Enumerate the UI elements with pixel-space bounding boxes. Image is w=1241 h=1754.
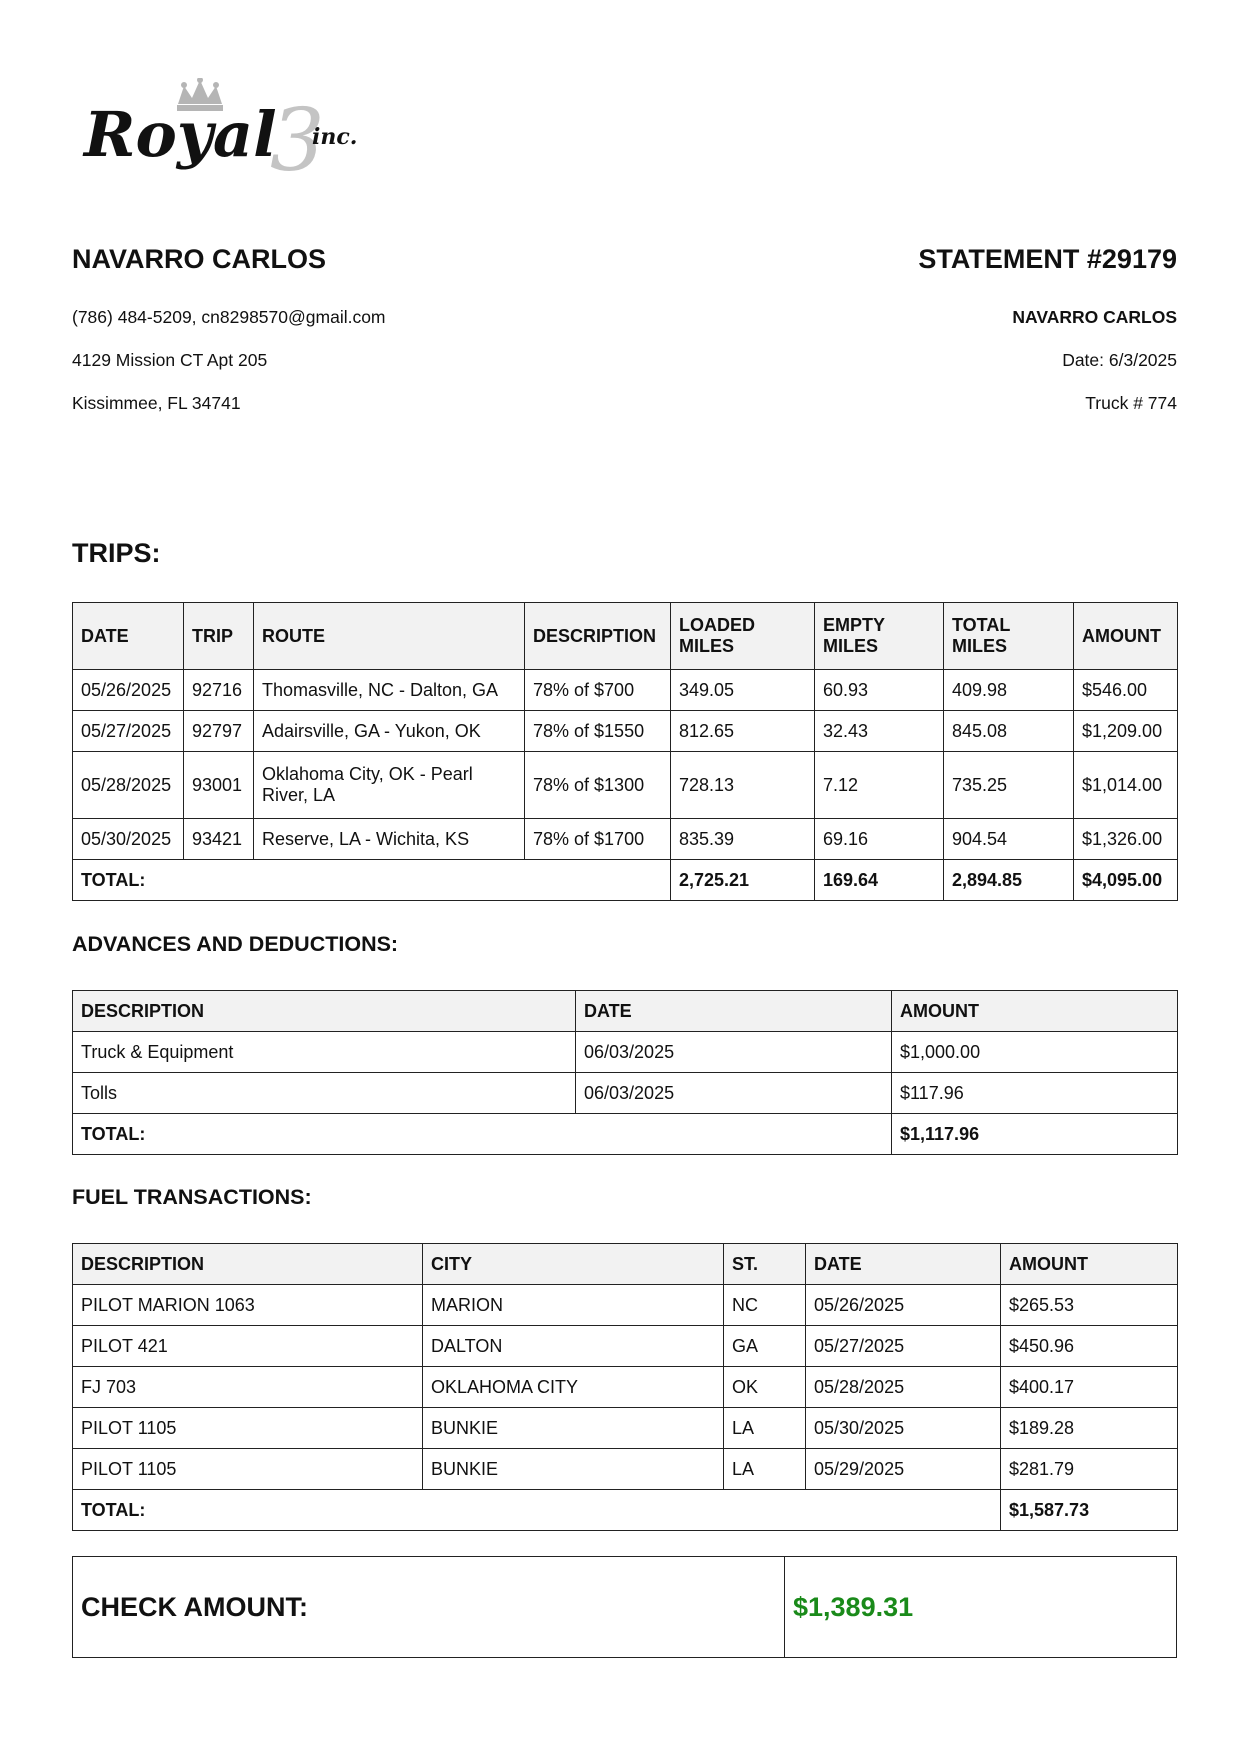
trip-number: 92716: [184, 670, 254, 711]
trips-total-amount: $4,095.00: [1074, 860, 1178, 901]
trips-total-loaded: 2,725.21: [671, 860, 815, 901]
check-amount-label: CHECK AMOUNT:: [73, 1557, 785, 1657]
advances-total-label: TOTAL:: [73, 1114, 892, 1155]
fuel-description: PILOT 1105: [73, 1449, 423, 1490]
table-row: [73, 1408, 1178, 1449]
trip-date: 05/26/2025: [73, 670, 184, 711]
col-amount: AMOUNT: [892, 991, 1178, 1032]
statement-date: Date: 6/3/2025: [1062, 350, 1177, 370]
trips-total-miles: 2,894.85: [944, 860, 1074, 901]
fuel-table: [72, 1243, 1178, 1531]
statement-info: [617, 244, 1177, 413]
driver-address-line2: Kissimmee, FL 34741: [72, 393, 241, 413]
driver-contact: (786) 484-5209, cn8298570@gmail.com: [72, 307, 386, 327]
trip-total-miles: 904.54: [944, 819, 1074, 860]
trip-empty-miles: 32.43: [815, 711, 944, 752]
fuel-state: LA: [724, 1408, 806, 1449]
trip-empty-miles: 69.16: [815, 819, 944, 860]
fuel-title: FUEL TRANSACTIONS:: [72, 1185, 312, 1209]
advances-header-row: [73, 991, 1178, 1032]
statement-title: STATEMENT #29179: [918, 244, 1177, 274]
trip-route: Adairsville, GA - Yukon, OK: [254, 711, 525, 752]
logo-suffix: inc.: [312, 124, 358, 150]
trips-total-row: [73, 860, 1178, 901]
advance-date: 06/03/2025: [576, 1073, 892, 1114]
trip-route: Thomasville, NC - Dalton, GA: [254, 670, 525, 711]
fuel-header-row: [73, 1244, 1178, 1285]
trip-route: Oklahoma City, OK - Pearl River, LA: [254, 752, 525, 819]
fuel-total-row: [73, 1490, 1178, 1531]
trip-number: 93421: [184, 819, 254, 860]
trip-description: 78% of $700: [525, 670, 671, 711]
trip-amount: $1,014.00: [1074, 752, 1178, 819]
driver-info: [72, 244, 632, 413]
fuel-description: PILOT 1105: [73, 1408, 423, 1449]
fuel-total-amount: $1,587.73: [1001, 1490, 1178, 1531]
fuel-amount: $265.53: [1001, 1285, 1178, 1326]
col-loaded-miles: LOADED MILES: [671, 603, 815, 670]
col-trip: TRIP: [184, 603, 254, 670]
trip-loaded-miles: 812.65: [671, 711, 815, 752]
fuel-description: PILOT MARION 1063: [73, 1285, 423, 1326]
advance-date: 06/03/2025: [576, 1032, 892, 1073]
fuel-amount: $400.17: [1001, 1367, 1178, 1408]
trip-empty-miles: 7.12: [815, 752, 944, 819]
col-amount: AMOUNT: [1001, 1244, 1178, 1285]
trips-header-row: [73, 603, 1178, 670]
check-amount-box: [72, 1556, 1177, 1658]
fuel-date: 05/29/2025: [806, 1449, 1001, 1490]
fuel-city: OKLAHOMA CITY: [423, 1367, 724, 1408]
advance-amount: $1,000.00: [892, 1032, 1178, 1073]
table-row: [73, 819, 1178, 860]
col-amount: AMOUNT: [1074, 603, 1178, 670]
trip-number: 93001: [184, 752, 254, 819]
fuel-city: DALTON: [423, 1326, 724, 1367]
col-description: DESCRIPTION: [525, 603, 671, 670]
trip-loaded-miles: 349.05: [671, 670, 815, 711]
driver-address-line1: 4129 Mission CT Apt 205: [72, 350, 268, 370]
fuel-city: MARION: [423, 1285, 724, 1326]
col-empty-miles: EMPTY MILES: [815, 603, 944, 670]
table-row: [73, 1073, 1178, 1114]
advances-title: ADVANCES AND DEDUCTIONS:: [72, 932, 399, 956]
trip-date: 05/30/2025: [73, 819, 184, 860]
trips-title: TRIPS:: [72, 538, 161, 568]
trip-total-miles: 845.08: [944, 711, 1074, 752]
table-row: [73, 1285, 1178, 1326]
fuel-amount: $281.79: [1001, 1449, 1178, 1490]
statement-name: NAVARRO CARLOS: [1012, 307, 1177, 327]
fuel-description: FJ 703: [73, 1367, 423, 1408]
table-row: [73, 1326, 1178, 1367]
fuel-amount: $189.28: [1001, 1408, 1178, 1449]
trip-empty-miles: 60.93: [815, 670, 944, 711]
trip-amount: $1,326.00: [1074, 819, 1178, 860]
table-row: [73, 1367, 1178, 1408]
trips-table: [72, 602, 1178, 901]
advances-total-row: [73, 1114, 1178, 1155]
trip-total-miles: 735.25: [944, 752, 1074, 819]
fuel-date: 05/30/2025: [806, 1408, 1001, 1449]
col-description: DESCRIPTION: [73, 991, 576, 1032]
trip-date: 05/27/2025: [73, 711, 184, 752]
fuel-state: OK: [724, 1367, 806, 1408]
table-row: [73, 711, 1178, 752]
table-row: [73, 1032, 1178, 1073]
trip-loaded-miles: 835.39: [671, 819, 815, 860]
trip-amount: $546.00: [1074, 670, 1178, 711]
fuel-state: LA: [724, 1449, 806, 1490]
fuel-city: BUNKIE: [423, 1408, 724, 1449]
company-logo: [80, 78, 400, 190]
col-city: CITY: [423, 1244, 724, 1285]
trip-description: 78% of $1300: [525, 752, 671, 819]
col-total-miles: TOTAL MILES: [944, 603, 1074, 670]
fuel-total-label: TOTAL:: [73, 1490, 1001, 1531]
fuel-date: 05/26/2025: [806, 1285, 1001, 1326]
col-date: DATE: [806, 1244, 1001, 1285]
col-route: ROUTE: [254, 603, 525, 670]
col-description: DESCRIPTION: [73, 1244, 423, 1285]
table-row: [73, 1449, 1178, 1490]
fuel-city: BUNKIE: [423, 1449, 724, 1490]
trip-number: 92797: [184, 711, 254, 752]
logo-numeral: 3: [270, 91, 325, 190]
advance-description: Truck & Equipment: [73, 1032, 576, 1073]
logo-wordmark: Royal: [84, 98, 277, 171]
fuel-date: 05/27/2025: [806, 1326, 1001, 1367]
table-row: [73, 752, 1178, 819]
trip-description: 78% of $1700: [525, 819, 671, 860]
advance-description: Tolls: [73, 1073, 576, 1114]
fuel-date: 05/28/2025: [806, 1367, 1001, 1408]
check-amount-value: $1,389.31: [793, 1591, 914, 1622]
trip-total-miles: 409.98: [944, 670, 1074, 711]
col-date: DATE: [73, 603, 184, 670]
table-row: [73, 670, 1178, 711]
trip-description: 78% of $1550: [525, 711, 671, 752]
advances-table: [72, 990, 1178, 1155]
advance-amount: $117.96: [892, 1073, 1178, 1114]
trip-loaded-miles: 728.13: [671, 752, 815, 819]
fuel-amount: $450.96: [1001, 1326, 1178, 1367]
driver-name: NAVARRO CARLOS: [72, 244, 326, 274]
fuel-state: GA: [724, 1326, 806, 1367]
truck-number: Truck # 774: [1085, 393, 1177, 413]
col-date: DATE: [576, 991, 892, 1032]
trip-date: 05/28/2025: [73, 752, 184, 819]
trips-total-label: TOTAL:: [73, 860, 671, 901]
advances-total-amount: $1,117.96: [892, 1114, 1178, 1155]
fuel-description: PILOT 421: [73, 1326, 423, 1367]
trips-total-empty: 169.64: [815, 860, 944, 901]
trip-route: Reserve, LA - Wichita, KS: [254, 819, 525, 860]
trip-amount: $1,209.00: [1074, 711, 1178, 752]
fuel-state: NC: [724, 1285, 806, 1326]
col-state: ST.: [724, 1244, 806, 1285]
